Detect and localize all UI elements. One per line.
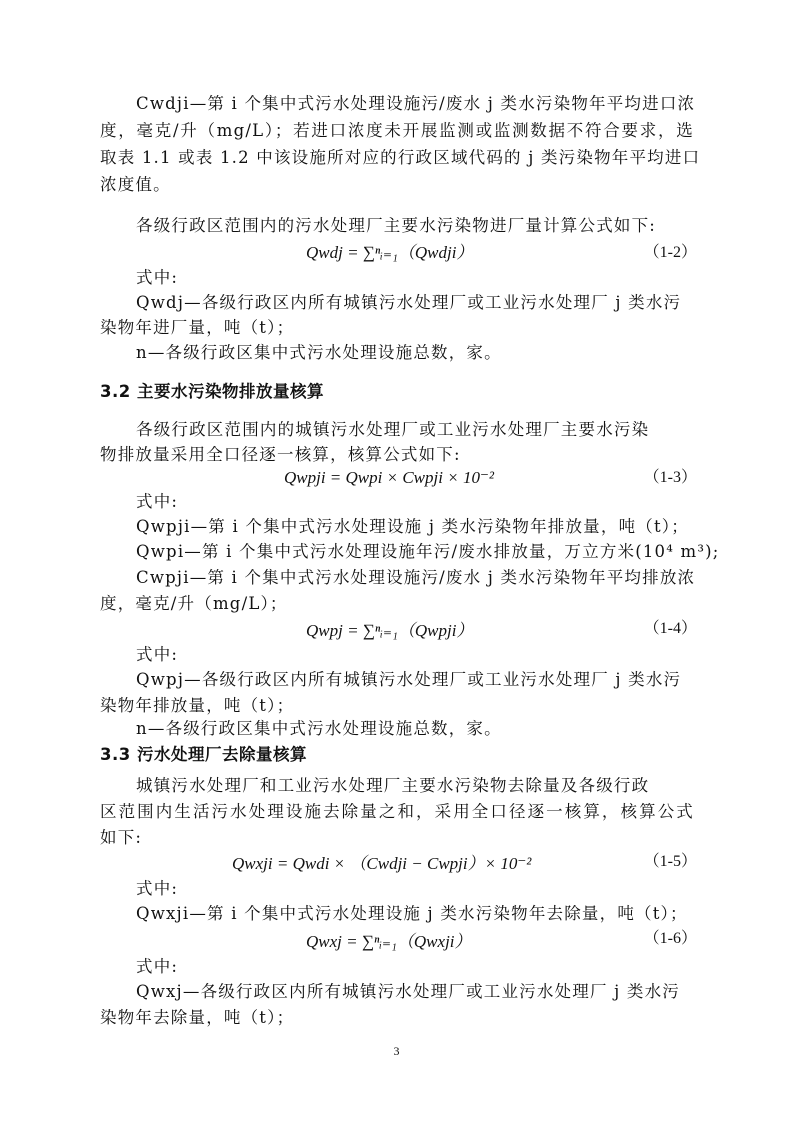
equation-number: （1-5） — [643, 853, 697, 870]
paragraph-line: Qwxj—各级行政区内所有城镇污水处理厂或工业污水处理厂 j 类水污 — [136, 982, 680, 1001]
paragraph-line: 各级行政区范围内的污水处理厂主要水污染物进厂量计算公式如下: — [136, 216, 657, 235]
paragraph-line: 染物年去除量，吨（t）； — [100, 1008, 295, 1027]
equation-number: （1-3） — [643, 469, 697, 486]
section-heading: 3.2 主要水污染物排放量核算 — [100, 382, 324, 401]
where-label: 式中: — [136, 492, 179, 511]
where-label: 式中: — [136, 268, 179, 287]
equation-1-4: Qwpj = ∑ⁿᵢ₌₁（Qwpji） — [306, 621, 474, 640]
equation-1-6: Qwxj = ∑ⁿᵢ₌₁（Qwxji） — [306, 932, 472, 951]
paragraph-line: Qwdj—各级行政区内所有城镇污水处理厂或工业污水处理厂 j 类水污 — [136, 293, 682, 312]
paragraph-line: n—各级行政区集中式污水处理设施总数，家。 — [136, 343, 502, 362]
section-heading: 3.3 污水处理厂去除量核算 — [100, 745, 307, 764]
paragraph-line: 度，毫克/升（mg/L）；若进口浓度未开展监测或监测数据不符合要求，选 — [100, 121, 694, 140]
equation-number: （1-6） — [643, 930, 697, 947]
paragraph-line: 如下: — [100, 828, 143, 847]
paragraph-line: 取表 1.1 或表 1.2 中该设施所对应的行政区域代码的 j 类污染物年平均进口 — [100, 148, 701, 167]
paragraph-line: 度，毫克/升（mg/L）； — [100, 594, 288, 613]
where-label: 式中: — [136, 645, 179, 664]
paragraph-line: 染物年排放量，吨（t）； — [100, 696, 295, 715]
paragraph-line: Qwpi—第 i 个集中式污水处理设施年污/废水排放量，万立方米(10⁴ m³); — [136, 542, 720, 561]
where-label: 式中: — [136, 957, 179, 976]
page-number: 3 — [393, 1044, 400, 1058]
equation-1-2: Qwdj = ∑ⁿᵢ₌₁（Qwdji） — [306, 243, 474, 262]
where-label: 式中: — [136, 879, 179, 898]
paragraph-line: 各级行政区范围内的城镇污水处理厂或工业污水处理厂主要水污染 — [136, 420, 650, 439]
paragraph-line: 浓度值。 — [100, 175, 171, 194]
paragraph-line: Qwxji—第 i 个集中式污水处理设施 j 类水污染物年去除量，吨（t）； — [136, 904, 688, 923]
equation-number: （1-4） — [643, 620, 697, 637]
paragraph-line: 染物年进厂量，吨（t）； — [100, 318, 295, 337]
paragraph-line: Qwpj—各级行政区内所有城镇污水处理厂或工业污水处理厂 j 类水污 — [136, 670, 682, 689]
paragraph-line: 城镇污水处理厂和工业污水处理厂主要水污染物去除量及各级行政 — [136, 776, 650, 795]
equation-1-5: Qwxji = Qwdi × （Cwdji − Cwpji）× 10⁻² — [232, 854, 532, 873]
paragraph-line: 物排放量采用全口径逐一核算，核算公式如下: — [100, 445, 461, 464]
equation-1-3: Qwpji = Qwpi × Cwpji × 10⁻² — [284, 468, 495, 487]
paragraph-line: Cwpji—第 i 个集中式污水处理设施污/废水 j 类水污染物年平均排放浓 — [136, 568, 696, 587]
paragraph-line: Qwpji—第 i 个集中式污水处理设施 j 类水污染物年排放量，吨（t）； — [136, 517, 689, 536]
paragraph-line: Cwdji—第 i 个集中式污水处理设施污/废水 j 类水污染物年平均进口浓 — [136, 94, 696, 113]
paragraph-line: n—各级行政区集中式污水处理设施总数，家。 — [136, 719, 502, 738]
equation-number: （1-2） — [643, 244, 697, 261]
paragraph-line: 区范围内生活污水处理设施去除量之和，采用全口径逐一核算，核算公式 — [100, 802, 694, 821]
